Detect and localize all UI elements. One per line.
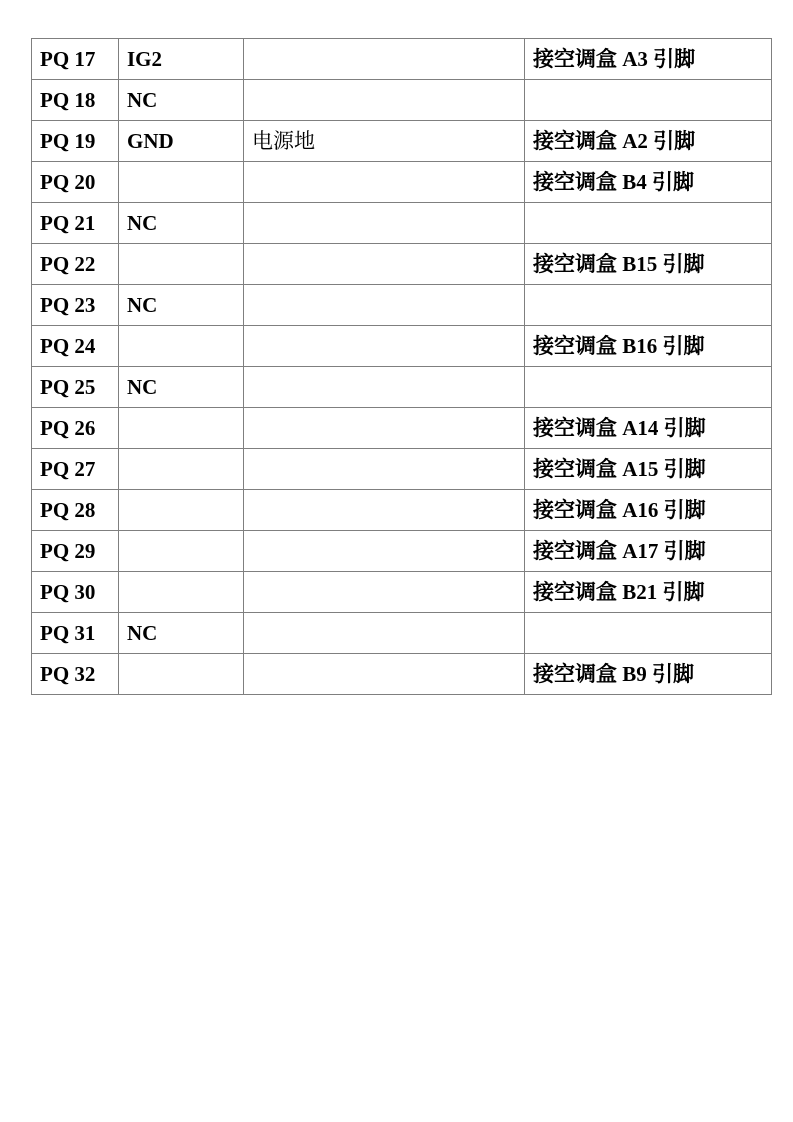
description-cell bbox=[244, 490, 525, 531]
note-cell: 接空调盒 B4 引脚 bbox=[525, 162, 772, 203]
table-row bbox=[32, 490, 772, 531]
signal-cell bbox=[119, 531, 244, 572]
signal-cell bbox=[119, 490, 244, 531]
note-cell bbox=[525, 203, 772, 244]
signal-cell: GND bbox=[119, 121, 244, 162]
note-cell bbox=[525, 367, 772, 408]
table-row bbox=[32, 654, 772, 695]
pin-cell: PQ 31 bbox=[32, 613, 119, 654]
signal-cell bbox=[119, 408, 244, 449]
pin-cell: PQ 17 bbox=[32, 39, 119, 80]
description-cell bbox=[244, 39, 525, 80]
signal-cell bbox=[119, 244, 244, 285]
note-cell: 接空调盒 A3 引脚 bbox=[525, 39, 772, 80]
description-cell: 电源地 bbox=[244, 121, 525, 162]
signal-cell bbox=[119, 572, 244, 613]
description-cell bbox=[244, 367, 525, 408]
signal-cell: NC bbox=[119, 367, 244, 408]
table-row bbox=[32, 531, 772, 572]
description-cell bbox=[244, 285, 525, 326]
table-row bbox=[32, 80, 772, 121]
description-cell bbox=[244, 203, 525, 244]
pin-cell: PQ 32 bbox=[32, 654, 119, 695]
note-cell bbox=[525, 285, 772, 326]
note-cell bbox=[525, 80, 772, 121]
note-cell: 接空调盒 A15 引脚 bbox=[525, 449, 772, 490]
table-row bbox=[32, 121, 772, 162]
signal-cell bbox=[119, 326, 244, 367]
table-row bbox=[32, 162, 772, 203]
description-cell bbox=[244, 162, 525, 203]
note-cell: 接空调盒 B9 引脚 bbox=[525, 654, 772, 695]
signal-cell bbox=[119, 449, 244, 490]
table-row bbox=[32, 285, 772, 326]
pin-cell: PQ 28 bbox=[32, 490, 119, 531]
note-cell: 接空调盒 A14 引脚 bbox=[525, 408, 772, 449]
table-row bbox=[32, 408, 772, 449]
table-row bbox=[32, 572, 772, 613]
pin-cell: PQ 27 bbox=[32, 449, 119, 490]
note-cell: 接空调盒 A17 引脚 bbox=[525, 531, 772, 572]
note-cell: 接空调盒 B15 引脚 bbox=[525, 244, 772, 285]
pin-cell: PQ 26 bbox=[32, 408, 119, 449]
description-cell bbox=[244, 654, 525, 695]
signal-cell: NC bbox=[119, 80, 244, 121]
description-cell bbox=[244, 531, 525, 572]
signal-cell: NC bbox=[119, 613, 244, 654]
note-cell: 接空调盒 B16 引脚 bbox=[525, 326, 772, 367]
signal-cell bbox=[119, 162, 244, 203]
description-cell bbox=[244, 326, 525, 367]
pin-table-body bbox=[32, 39, 772, 695]
pin-cell: PQ 29 bbox=[32, 531, 119, 572]
pin-cell: PQ 20 bbox=[32, 162, 119, 203]
table-row bbox=[32, 613, 772, 654]
signal-cell: NC bbox=[119, 285, 244, 326]
note-cell: 接空调盒 A16 引脚 bbox=[525, 490, 772, 531]
pin-cell: PQ 24 bbox=[32, 326, 119, 367]
note-cell bbox=[525, 613, 772, 654]
signal-cell: NC bbox=[119, 203, 244, 244]
note-cell: 接空调盒 A2 引脚 bbox=[525, 121, 772, 162]
table-row bbox=[32, 39, 772, 80]
description-cell bbox=[244, 613, 525, 654]
pin-table bbox=[31, 38, 772, 695]
pin-cell: PQ 30 bbox=[32, 572, 119, 613]
table-row bbox=[32, 326, 772, 367]
pin-cell: PQ 23 bbox=[32, 285, 119, 326]
description-cell bbox=[244, 572, 525, 613]
description-cell bbox=[244, 80, 525, 121]
pin-cell: PQ 25 bbox=[32, 367, 119, 408]
signal-cell: IG2 bbox=[119, 39, 244, 80]
description-cell bbox=[244, 449, 525, 490]
table-row bbox=[32, 203, 772, 244]
table-row bbox=[32, 367, 772, 408]
pin-cell: PQ 19 bbox=[32, 121, 119, 162]
description-cell bbox=[244, 408, 525, 449]
table-row bbox=[32, 244, 772, 285]
table-row bbox=[32, 449, 772, 490]
signal-cell bbox=[119, 654, 244, 695]
note-cell: 接空调盒 B21 引脚 bbox=[525, 572, 772, 613]
pin-cell: PQ 18 bbox=[32, 80, 119, 121]
pin-cell: PQ 22 bbox=[32, 244, 119, 285]
description-cell bbox=[244, 244, 525, 285]
pin-cell: PQ 21 bbox=[32, 203, 119, 244]
